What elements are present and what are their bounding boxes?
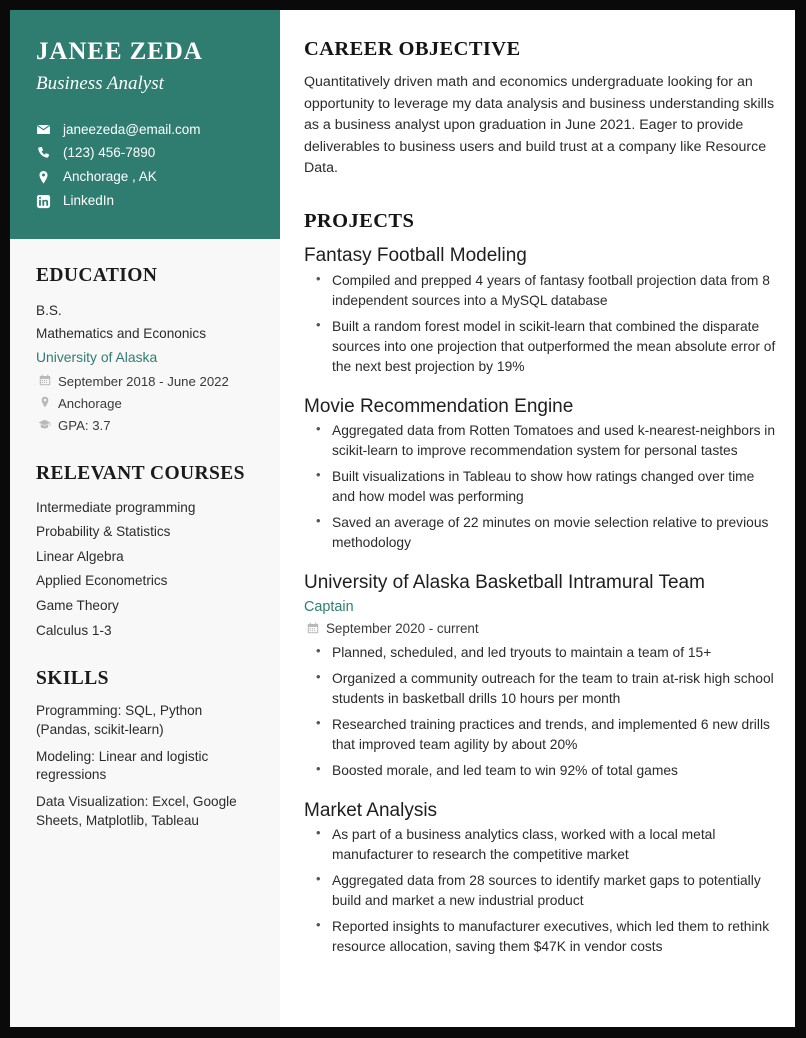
project-entry <box>304 244 777 377</box>
projects-section <box>304 210 777 957</box>
sidebar-body <box>10 239 280 831</box>
project-title: University of Alaska Basketball Intramural Team <box>304 572 705 594</box>
contact-linkedin-text: LinkedIn <box>63 193 115 209</box>
map-pin-icon <box>36 170 56 185</box>
skill-item: Modeling: Linear and logistic regressions <box>36 748 209 783</box>
project-bullets <box>304 825 777 957</box>
project-role: Captain <box>304 598 354 615</box>
calendar-icon <box>36 371 53 386</box>
education-gpa-text: GPA: 3.7 <box>58 418 111 434</box>
course-item: Intermediate programming <box>36 499 196 515</box>
project-entry <box>304 571 777 780</box>
sidebar-header <box>10 10 280 239</box>
courses-section <box>36 463 256 642</box>
skill-item: Data Visualization: Excel, Google Sheets, Matplotlib, Tableau <box>36 794 237 828</box>
education-degree: B.S. <box>36 303 62 318</box>
linkedin-icon <box>36 194 56 209</box>
skills-section <box>36 668 256 831</box>
career-objective-heading: CAREER OBJECTIVE <box>304 38 521 60</box>
skill-item: Programming: SQL, Python (Pandas, scikit-learn) <box>36 703 203 737</box>
bullet-item: • Aggregated data from Rotten Tomatoes and used k-nearest-neighbors in scikit-learn to improve recommendation system for personal tastes <box>304 421 777 461</box>
job-title: Business Analyst <box>36 72 164 94</box>
course-item: Linear Algebra <box>36 548 124 564</box>
project-date-text: September 2020 - current <box>326 621 479 637</box>
contact-email-text: janeezeda@email.com <box>63 121 201 137</box>
project-entry <box>304 395 777 554</box>
contact-email[interactable] <box>36 122 254 139</box>
contact-phone-text: (123) 456-7890 <box>63 145 156 161</box>
courses-heading: RELEVANT COURSES <box>36 462 245 484</box>
page-title: JANEE ZEDA <box>36 38 203 65</box>
education-location-text: Anchorage <box>58 396 122 412</box>
project-bullets <box>304 271 777 377</box>
bullet-item: • Saved an average of 22 minutes on movie selection relative to previous methodology <box>304 513 777 553</box>
contact-location-text: Anchorage , AK <box>63 169 157 185</box>
career-objective-text: Quantitatively driven math and economics undergraduate looking for an opportunity to leverage my data analysis and business understanding skills as a business analyst upon graduation in June 2021. Eager to provide deliverables to business users and build trust at a company like Resource Data. <box>304 74 775 177</box>
education-dates-text: September 2018 - June 2022 <box>58 373 229 389</box>
education-gpa <box>36 415 256 436</box>
education-field: Mathematics and Econonics <box>36 326 207 342</box>
course-item: Calculus 1-3 <box>36 622 112 638</box>
education-location <box>36 393 256 414</box>
course-item: Game Theory <box>36 598 119 614</box>
bullet-item: • Aggregated data from 28 sources to identify market gaps to potentially build and market a new industrial product <box>304 871 777 911</box>
graduation-cap-icon <box>36 415 53 431</box>
course-item: Probability & Statistics <box>36 524 171 540</box>
bullet-item: • Built a random forest model in scikit-learn that combined the disparate sources into one projection that outperformed the mean absolute error of the next best projection by 19% <box>304 317 777 377</box>
bullet-item: • Compiled and prepped 4 years of fantasy football projection data from 8 independent sources into a MySQL database <box>304 271 777 311</box>
project-title: Market Analysis <box>304 799 438 821</box>
contact-linkedin[interactable] <box>36 193 254 210</box>
bullet-item: • Reported insights to manufacturer executives, which led them to rethink resource allocation, saving them $47K in vendor costs <box>304 917 777 957</box>
project-bullets <box>304 421 777 553</box>
education-school: University of Alaska <box>36 348 158 365</box>
phone-icon <box>36 146 56 161</box>
project-date <box>304 619 777 639</box>
project-bullets <box>304 643 777 781</box>
contact-location <box>36 169 254 186</box>
main-content <box>280 10 795 1027</box>
map-pin-icon <box>36 393 53 408</box>
career-objective-section <box>304 38 777 180</box>
project-title: Movie Recommendation Engine <box>304 395 574 417</box>
bullet-item: • Built visualizations in Tableau to show how ratings changed over time and how model was performing <box>304 467 777 507</box>
bullet-item: • Planned, scheduled, and led tryouts to maintain a team of 15+ <box>304 643 777 663</box>
project-title: Fantasy Football Modeling <box>304 244 527 266</box>
course-item: Applied Econometrics <box>36 573 168 589</box>
envelope-icon <box>36 122 56 137</box>
calendar-icon <box>304 619 321 634</box>
contact-phone[interactable] <box>36 145 254 162</box>
education-dates <box>36 371 256 392</box>
resume-sheet <box>10 10 795 1027</box>
bullet-item: • Researched training practices and trends, and implemented 6 new drills that improved team agility by about 20% <box>304 715 777 755</box>
bullet-item: • Organized a community outreach for the team to train at-risk high school students in basketball drills 10 hours per month <box>304 669 777 709</box>
bullet-item: • Boosted morale, and led team to win 92% of total games <box>304 761 777 781</box>
education-heading: EDUCATION <box>36 265 158 286</box>
contact-list <box>36 122 254 211</box>
education-section <box>36 265 256 437</box>
skills-heading: SKILLS <box>36 668 109 690</box>
sidebar <box>10 10 280 1027</box>
projects-heading: PROJECTS <box>304 209 415 232</box>
bullet-item: • As part of a business analytics class, worked with a local metal manufacturer to research the competitive market <box>304 825 777 865</box>
project-entry <box>304 799 777 958</box>
